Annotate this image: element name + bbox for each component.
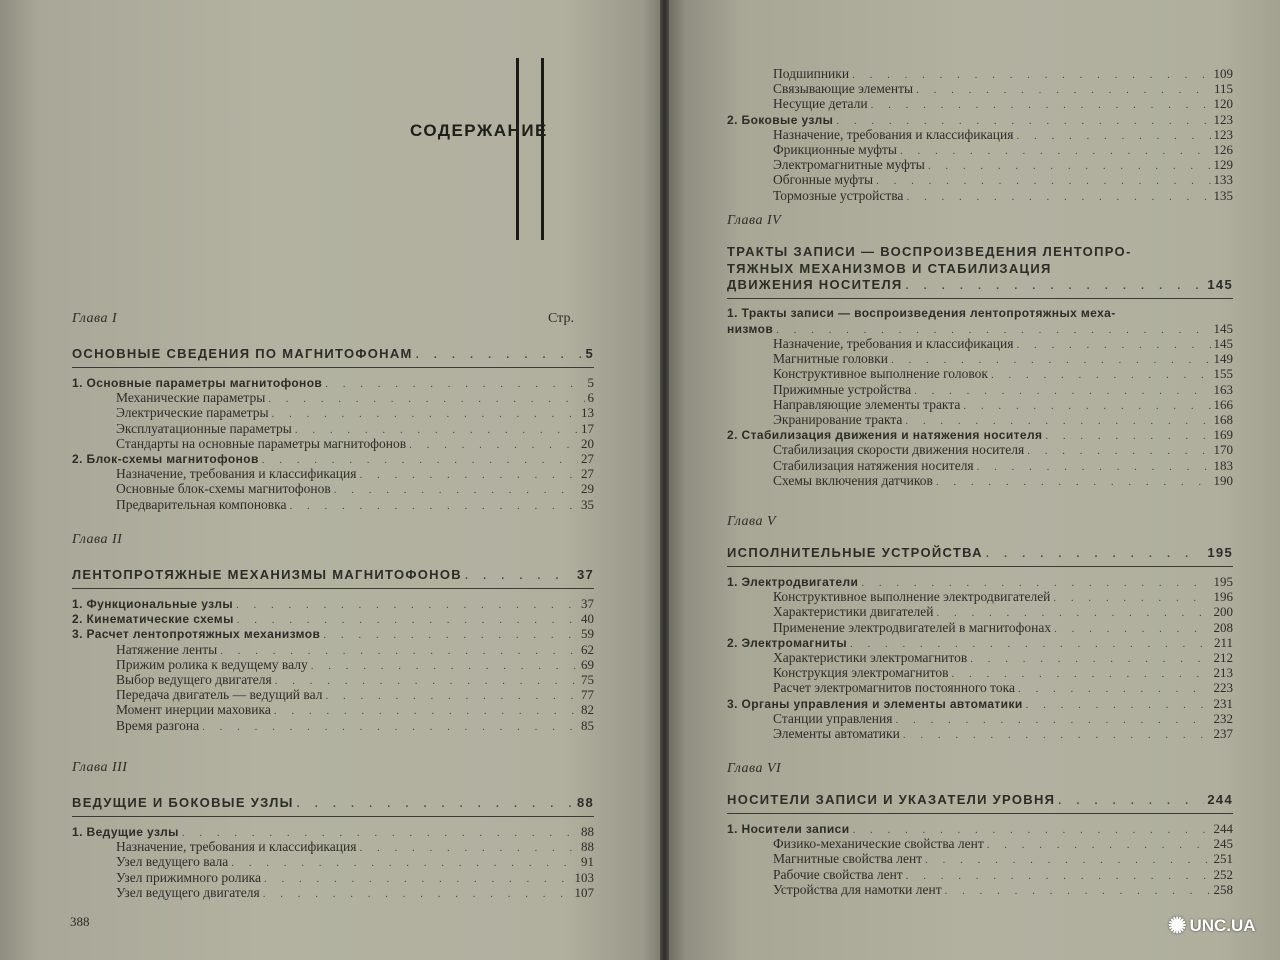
page-column-label: Стр. [548,311,574,326]
toc-entry-text: 2. Стабилизация движения и натяжения носителя [727,428,1043,443]
toc-entry [773,66,1233,81]
toc-entry-text: Натяжение ленты [116,641,218,657]
toc-entry-text: ИСПОЛНИТЕЛЬНЫЕ УСТРОЙСТВА [727,545,983,560]
toc-entry-page: 200 [1213,604,1233,620]
toc-entry-page: 244 [1207,792,1233,807]
toc-entry [72,567,594,582]
chapter-title-line: ТРАКТЫ ЗАПИСИ — ВОСПРОИЗВЕДЕНИЯ ЛЕНТОПРО- [727,244,1132,259]
toc-entry-text: Конструкция электромагнитов [773,665,949,681]
chapter-label: Глава V [727,514,777,529]
toc-entry-text: Станции управления [773,710,893,726]
toc-entry [727,574,1233,589]
toc-entry-text: Электрические параметры [116,405,269,421]
toc-entry-page: 237 [1213,726,1233,741]
toc-entry-page: 20 [581,435,594,451]
toc-entry-page: 88 [581,839,594,855]
toc-entry-text: Направляющие элементы тракта [773,396,961,412]
toc-entry-page: 169 [1213,427,1233,443]
watermark [1168,906,1276,946]
toc-entry [773,188,1233,203]
toc-entry-page: 27 [581,451,594,466]
toc-entry-page: 231 [1213,695,1233,711]
toc-entry-page: 145 [1213,335,1233,351]
toc-entry [72,611,594,626]
toc-entry-page: 40 [581,611,594,627]
toc-entry-page: 258 [1213,881,1233,897]
toc-entry [773,650,1233,665]
toc-entry-page: 107 [574,884,594,900]
toc-entry-page: 69 [581,656,594,672]
toc-entry-text: Назначение, требования и классификация [116,466,357,482]
toc-entry-text: Узел ведущего вала [116,854,229,870]
toc-entry [773,851,1233,866]
toc-entry-page: 149 [1213,351,1233,367]
toc-entry-page: 13 [581,405,594,421]
toc-entry [72,596,594,611]
toc-entry-page: 5 [585,346,594,361]
toc-entry-page: 103 [574,869,594,885]
toc-entry-text: Расчет электромагнитов постоянного тока [773,680,1015,696]
toc-entry [727,306,1233,321]
toc-entry [116,421,594,436]
toc-entry-text: Устройства для намотки лент [773,881,942,897]
toc-entry [773,142,1233,157]
toc-entry-text: 1. Тракты записи — воспроизведения лентопротяжных меха- [727,305,1116,320]
toc-entry [773,397,1233,412]
toc-entry [773,172,1233,187]
toc-leader [945,884,1211,899]
toc-entry [72,824,594,839]
toc-entry [116,702,594,717]
toc-entry-text: Основные блок-схемы магнитофонов [116,481,331,497]
toc-entry [773,412,1233,427]
toc-entry [116,642,594,657]
toc-entry-page: 212 [1213,650,1233,665]
toc-entry [116,885,594,900]
toc-entry [727,112,1233,127]
toc-entry [727,792,1233,807]
toc-entry-page: 115 [1213,81,1233,97]
toc-entry-page: 82 [581,702,594,718]
toc-leader [906,279,1205,294]
chapter-rule [72,588,594,589]
toc-entry-text: Время разгона [116,717,200,733]
toc-leader [202,720,578,735]
toc-entry-page: 109 [1213,66,1233,81]
toc-entry-text: Магнитные свойства лент [773,851,923,867]
book-gutter [660,0,669,960]
toc-entry-text: ДВИЖЕНИЯ НОСИТЕЛЯ [727,277,903,292]
title-bar-1 [516,58,519,240]
toc-entry-text: Эксплуатационные параметры [116,420,292,436]
toc-entry [72,346,594,361]
toc-entry-text: Узел ведущего двигателя [116,884,260,900]
toc-entry-text: Несущие детали [773,96,868,112]
toc-entry-page: 211 [1213,634,1233,650]
toc-entry-page: 126 [1213,142,1233,157]
toc-entry-page: 88 [576,795,594,810]
toc-entry-page: 123 [1213,111,1233,127]
toc-entry-page: 145 [1213,320,1233,336]
toc-entry-text: Стандарты на основные параметры магнитофонов [116,435,407,451]
toc-entry-page: 166 [1213,396,1233,412]
toc-entry-text: Выбор ведущего двигателя [116,672,272,687]
toc-entry [773,442,1233,457]
toc-entry-text: 2. Боковые узлы [727,112,834,127]
toc-entry-page: 195 [1213,574,1233,589]
toc-entry-page: 163 [1213,381,1233,397]
toc-entry-page: 35 [581,496,594,512]
toc-entry [773,81,1233,96]
toc-entry [773,882,1233,897]
toc-entry-text: Элементы автоматики [773,726,900,741]
chapter-title-line: ТЯЖНЫХ МЕХАНИЗМОВ И СТАБИЛИЗАЦИЯ [727,260,1052,276]
toc-entry-text: Момент инерции маховика [116,702,271,718]
toc-leader [936,475,1211,490]
toc-entry-text: 1. Ведущие узлы [72,825,179,839]
toc-entry [727,821,1233,836]
toc-entry-page: 244 [1213,821,1233,836]
toc-entry-page: 170 [1213,442,1233,458]
toc-entry [773,604,1233,619]
toc-entry-page: 29 [581,481,594,497]
toc-entry-page: 245 [1213,836,1233,852]
toc-entry-page: 37 [581,596,594,611]
toc-entry [773,867,1233,882]
toc-entry [773,711,1233,726]
toc-entry [116,718,594,733]
toc-entry-page: 251 [1213,851,1233,867]
toc-entry-text: Конструктивное выполнение электродвигателей [773,589,1051,605]
chapter-label: Глава I [72,311,118,326]
toc-entry-page: 77 [581,687,594,703]
toc-entry-page: 123 [1213,126,1233,142]
toc-entry-text: Механические параметры [116,390,266,406]
chapter-label: Глава IV [727,213,782,228]
toc-entry-page: 145 [1207,277,1233,292]
toc-entry-page: 195 [1207,545,1233,560]
toc-entry-page: 5 [587,375,594,390]
toc-entry-text: Фрикционные муфты [773,142,897,157]
toc-entry [116,657,594,672]
toc-leader [416,348,583,363]
toc-entry-text: ЛЕНТОПРОТЯЖНЫЕ МЕХАНИЗМЫ МАГНИТОФОНОВ [72,567,462,582]
toc-entry [727,545,1233,560]
toc-entry [72,451,594,466]
toc-entry [116,687,594,702]
toc-entry-page: 196 [1213,589,1233,605]
toc-entry-page: 75 [581,672,594,687]
toc-entry-page: 91 [581,854,594,870]
toc-entry-text: Передача двигатель — ведущий вал [116,687,323,703]
toc-leader [297,797,574,812]
toc-entry-text: Назначение, требования и классификация [773,126,1014,142]
toc-entry [116,390,594,405]
toc-leader [465,569,574,584]
toc-entry-text: 1. Носители записи [727,822,850,836]
toc-leader [1058,794,1204,809]
toc-entry-text: Подшипники [773,66,850,81]
toc-entry-page: 223 [1213,680,1233,696]
contents-title: СОДЕРЖАНИЕ [410,121,548,140]
chapter-rule [727,813,1233,814]
toc-entry-text: 2. Электромагниты [727,635,848,650]
toc-entry-text: ОСНОВНЫЕ СВЕДЕНИЯ ПО МАГНИТОФОНАМ [72,346,413,361]
toc-entry-text: НОСИТЕЛИ ЗАПИСИ И УКАЗАТЕЛИ УРОВНЯ [727,792,1056,807]
toc-entry-page: 190 [1213,472,1233,488]
toc-entry-text: 1. Основные параметры магнитофонов [72,376,323,390]
toc-entry-page: 59 [581,626,594,642]
toc-entry-text: Прижим ролика к ведущему валу [116,656,308,672]
toc-entry [773,157,1233,172]
toc-entry [72,795,594,810]
toc-entry-text: Характеристики двигателей [773,604,934,620]
toc-leader [986,547,1205,562]
toc-entry [116,436,594,451]
toc-entry-text: Прижимные устройства [773,381,912,397]
chapter-label: Глава III [72,760,128,775]
chapter-label: Глава II [72,532,123,547]
toc-entry-text: 1. Функциональные узлы [72,597,234,611]
toc-entry [116,466,594,481]
toc-entry-text: Электромагнитные муфты [773,157,925,173]
toc-entry-page: 88 [581,824,594,839]
toc-leader [290,499,578,514]
toc-entry-text: Назначение, требования и классификация [116,839,357,855]
toc-entry-text: 3. Расчет лентопротяжных механизмов [72,627,321,642]
toc-entry-text: 3. Органы управления и элементы автоматики [727,696,1023,711]
toc-entry [773,726,1233,741]
toc-entry [773,665,1233,680]
toc-entry [773,96,1233,111]
toc-entry-text: Стабилизация натяжения носителя [773,457,974,473]
toc-entry-page: 120 [1213,96,1233,112]
toc-entry [116,854,594,869]
toc-leader [906,190,1210,205]
toc-entry [116,405,594,420]
toc-entry-text: Тормозные устройства [773,187,904,203]
chapter-rule [72,816,594,817]
toc-entry-page: 27 [581,466,594,482]
toc-entry [773,127,1233,142]
toc-entry-text: 1. Электродвигатели [727,575,859,589]
toc-entry [727,427,1233,442]
toc-entry [773,351,1233,366]
toc-leader [903,728,1211,743]
toc-entry [773,620,1233,635]
page-number: 388 [70,914,90,929]
chapter-label: Глава VI [727,761,782,776]
toc-entry [116,497,594,512]
toc-entry-page: 155 [1213,366,1233,382]
toc-entry-page: 6 [587,390,594,406]
toc-entry-text: Применение электродвигателей в магнитофонах [773,619,1052,635]
toc-entry-text: 2. Блок-схемы магнитофонов [72,452,259,466]
toc-entry-text: Обгонные муфты [773,172,874,188]
toc-entry-page: 37 [576,567,594,582]
toc-entry-text: Экранирование тракта [773,411,903,427]
toc-entry [773,836,1233,851]
toc-entry-page: 168 [1213,411,1233,427]
toc-entry-text: Рабочие свойства лент [773,866,903,882]
toc-entry-page: 232 [1213,710,1233,726]
toc-entry [72,626,594,641]
toc-entry [727,696,1233,711]
toc-entry-text: Магнитные головки [773,351,888,367]
toc-entry-text: Стабилизация скорости движения носителя [773,442,1025,458]
toc-entry [773,589,1233,604]
chapter-rule [72,367,594,368]
toc-entry [727,277,1233,292]
toc-entry-text: Назначение, требования и классификация [773,335,1014,351]
toc-entry-page: 135 [1213,187,1233,203]
chapter-rule [727,298,1233,299]
toc-entry-page: 17 [581,420,594,436]
toc-entry-page: 208 [1213,619,1233,635]
toc-entry [773,473,1233,488]
toc-entry-page: 133 [1213,172,1233,188]
toc-entry [116,839,594,854]
toc-entry-page: 213 [1213,665,1233,681]
toc-entry-page: 62 [581,641,594,657]
toc-entry-text: Схемы включения датчиков [773,472,933,488]
toc-entry [72,375,594,390]
toc-entry-text: 2. Кинематические схемы [72,612,234,627]
title-bar-2 [541,58,544,240]
toc-leader [263,887,572,902]
toc-entry-page: 129 [1213,157,1233,173]
toc-entry [116,870,594,885]
toc-entry [773,366,1233,381]
toc-entry [116,481,594,496]
toc-entry [116,672,594,687]
toc-entry-text: Узел прижимного ролика [116,869,262,885]
toc-entry [773,680,1233,695]
toc-entry-text: Характеристики электромагнитов [773,650,968,665]
toc-entry-page: 183 [1213,457,1233,473]
toc-entry-page: 252 [1213,866,1233,882]
toc-entry-page: 85 [581,717,594,733]
watermark-text: UNC.UA [1189,916,1256,935]
toc-entry-text: ВЕДУЩИЕ И БОКОВЫЕ УЗЛЫ [72,795,294,810]
chapter-rule [727,566,1233,567]
toc-entry [727,321,1233,336]
toc-entry [773,336,1233,351]
toc-entry-text: Предварительная компоновка [116,496,287,512]
toc-entry-text: Конструктивное выполнение головок [773,366,988,382]
toc-entry [727,635,1233,650]
toc-entry [773,458,1233,473]
toc-entry [773,382,1233,397]
toc-entry-text: Связывающие элементы [773,81,914,97]
toc-entry-text: низмов [727,321,774,336]
toc-entry-text: Физико-механические свойства лент [773,836,984,852]
sun-logo-icon: ✺ [1168,913,1187,938]
